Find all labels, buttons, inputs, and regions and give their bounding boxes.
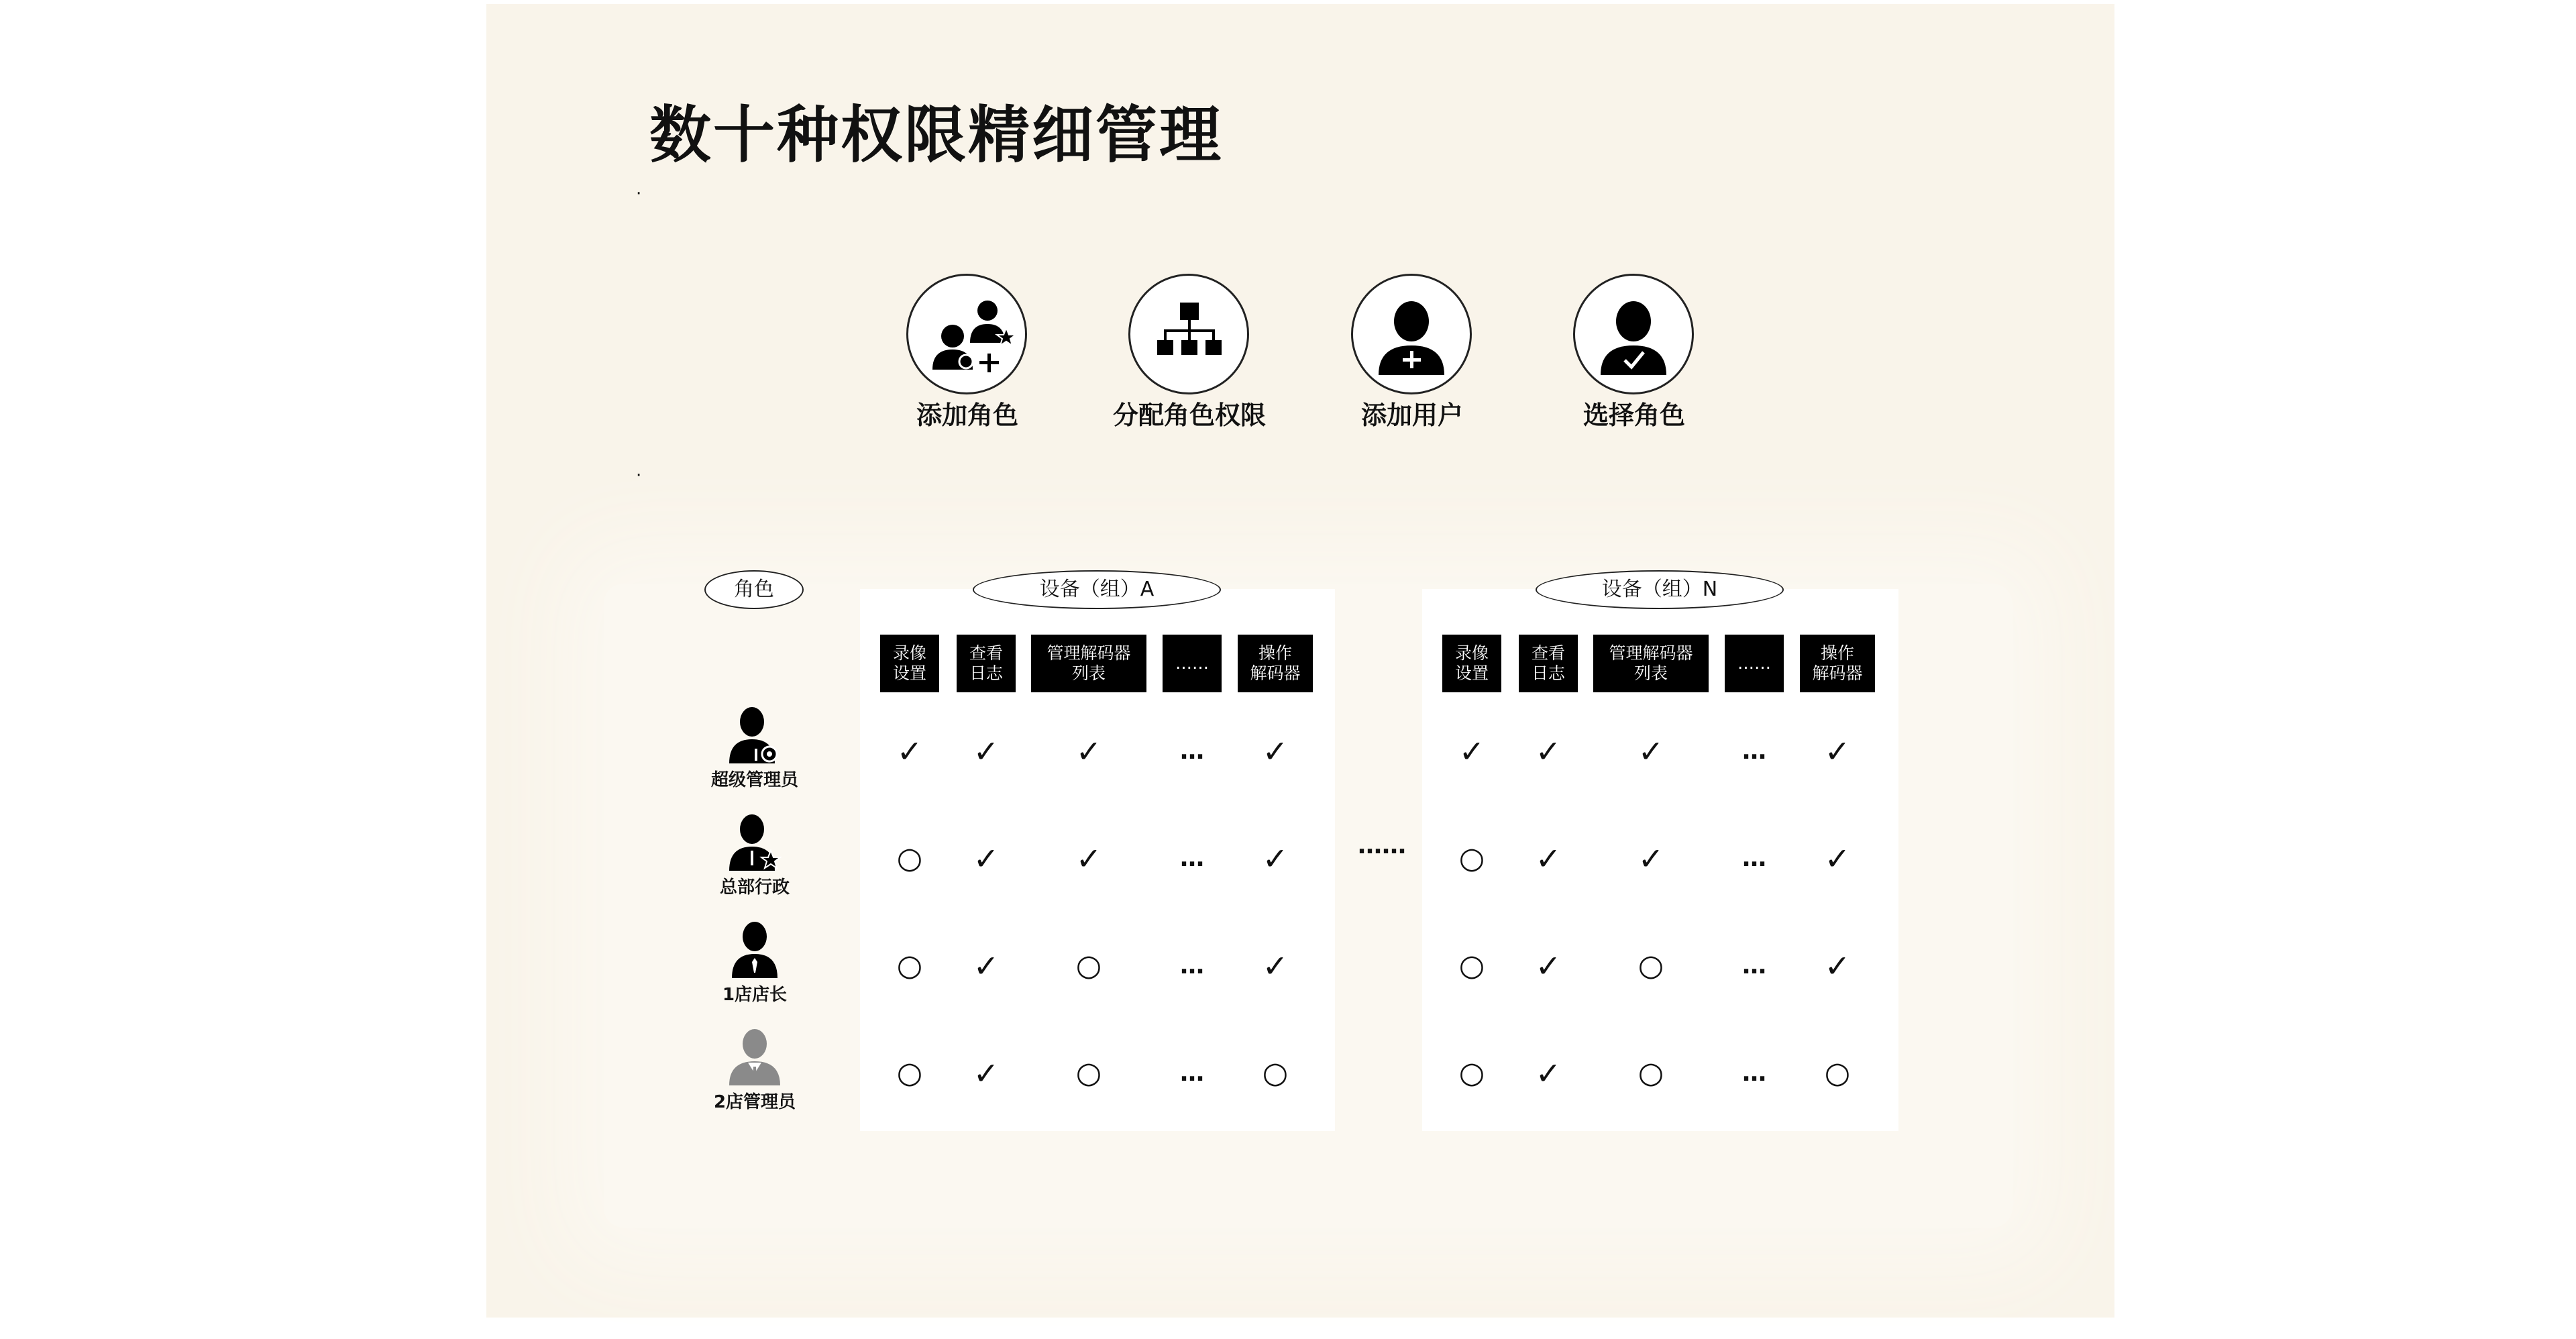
role-store2-admin [681, 1024, 828, 1113]
permission-cell: … [1180, 845, 1204, 872]
col-head-view-logs: 查看 日志 [1519, 635, 1578, 692]
col-head-decoder-list: 管理解码器 列表 [1031, 635, 1146, 692]
permission-cell: ✓ [1824, 841, 1851, 877]
role-hq-admin [681, 809, 828, 898]
permission-cell: ○ [1824, 1056, 1851, 1090]
feature-label: 添加用户 [1360, 400, 1463, 430]
permission-cell: ○ [896, 1056, 923, 1090]
feature-label: 分配角色权限 [1112, 400, 1266, 430]
role-label: 超级管理员 [710, 770, 798, 790]
role-store1-manager [681, 916, 828, 1006]
separator-dot: · [636, 184, 642, 204]
permission-cell: ✓ [1535, 1055, 1562, 1091]
device-group-n-header: 设备（组）N [1536, 570, 1784, 609]
permission-cell: ✓ [1824, 948, 1851, 984]
permission-cell: ✓ [1262, 733, 1289, 769]
permission-cell: … [1742, 952, 1766, 979]
permission-cell: ○ [1075, 1056, 1102, 1090]
permission-cell: ✓ [1638, 733, 1664, 769]
permission-cell: ✓ [1075, 733, 1102, 769]
permission-cell: ○ [1262, 1056, 1289, 1090]
permission-cell: … [1180, 737, 1204, 765]
permission-cell: ✓ [1535, 948, 1562, 984]
permission-cell: ○ [1638, 1056, 1664, 1090]
role-header: 角色 [704, 570, 804, 609]
more-groups-ellipsis: …… [1358, 832, 1406, 859]
feature-label: 添加角色 [916, 400, 1018, 430]
role-super-admin [681, 702, 828, 791]
admin-gear-icon [721, 702, 788, 769]
permission-cell: … [1742, 737, 1766, 765]
role-label: 总部行政 [719, 877, 790, 898]
col-head-decoder-list: 管理解码器 列表 [1593, 635, 1709, 692]
permission-cell: ○ [1458, 841, 1485, 875]
permission-cell: ✓ [896, 733, 923, 769]
permission-cell: … [1742, 1059, 1766, 1087]
permission-cell: … [1742, 845, 1766, 872]
feature-label: 选择角色 [1582, 400, 1685, 430]
col-head-operate-decoder: 操作 解码器 [1800, 635, 1875, 692]
add-user-icon [1351, 274, 1472, 394]
separator-dot: · [636, 466, 642, 486]
role-label: 2店管理员 [713, 1092, 796, 1112]
org-chart-icon [1128, 274, 1249, 394]
admin-star-icon [721, 809, 788, 876]
permission-cell: ✓ [1458, 733, 1485, 769]
staff-suit-icon [721, 1024, 788, 1091]
permission-cell: ○ [896, 949, 923, 983]
permission-cell: ✓ [973, 948, 1000, 984]
permission-cell: ✓ [1638, 841, 1664, 877]
permission-cell: ○ [1458, 1056, 1485, 1090]
permission-cell: … [1180, 952, 1204, 979]
permission-cell: ✓ [973, 733, 1000, 769]
permission-cell: ○ [1638, 949, 1664, 983]
col-head-record-settings: 录像 设置 [1442, 635, 1501, 692]
permission-cell: ○ [1458, 949, 1485, 983]
col-head-more: …… [1163, 635, 1222, 692]
page-title: 数十种权限精细管理 [649, 99, 1224, 171]
device-group-a-header: 设备（组）A [973, 570, 1221, 609]
permission-cell: ○ [1075, 949, 1102, 983]
permission-cell: ✓ [1535, 841, 1562, 877]
add-role-icon [906, 274, 1027, 394]
permission-cell: ✓ [1824, 733, 1851, 769]
permission-cell: ✓ [1262, 948, 1289, 984]
manager-tie-icon [721, 916, 788, 983]
feature-select-role [1500, 274, 1768, 435]
role-label: 1店店长 [722, 985, 788, 1005]
col-head-view-logs: 查看 日志 [957, 635, 1016, 692]
permission-cell: ✓ [1262, 841, 1289, 877]
permission-cell: ○ [896, 841, 923, 875]
permission-cell: ✓ [1535, 733, 1562, 769]
permission-cell: ✓ [1075, 841, 1102, 877]
col-head-operate-decoder: 操作 解码器 [1238, 635, 1313, 692]
col-head-record-settings: 录像 设置 [880, 635, 939, 692]
permission-cell: ✓ [973, 1055, 1000, 1091]
permission-cell: … [1180, 1059, 1204, 1087]
col-head-more: …… [1725, 635, 1784, 692]
permission-cell: ✓ [973, 841, 1000, 877]
select-role-icon [1573, 274, 1694, 394]
